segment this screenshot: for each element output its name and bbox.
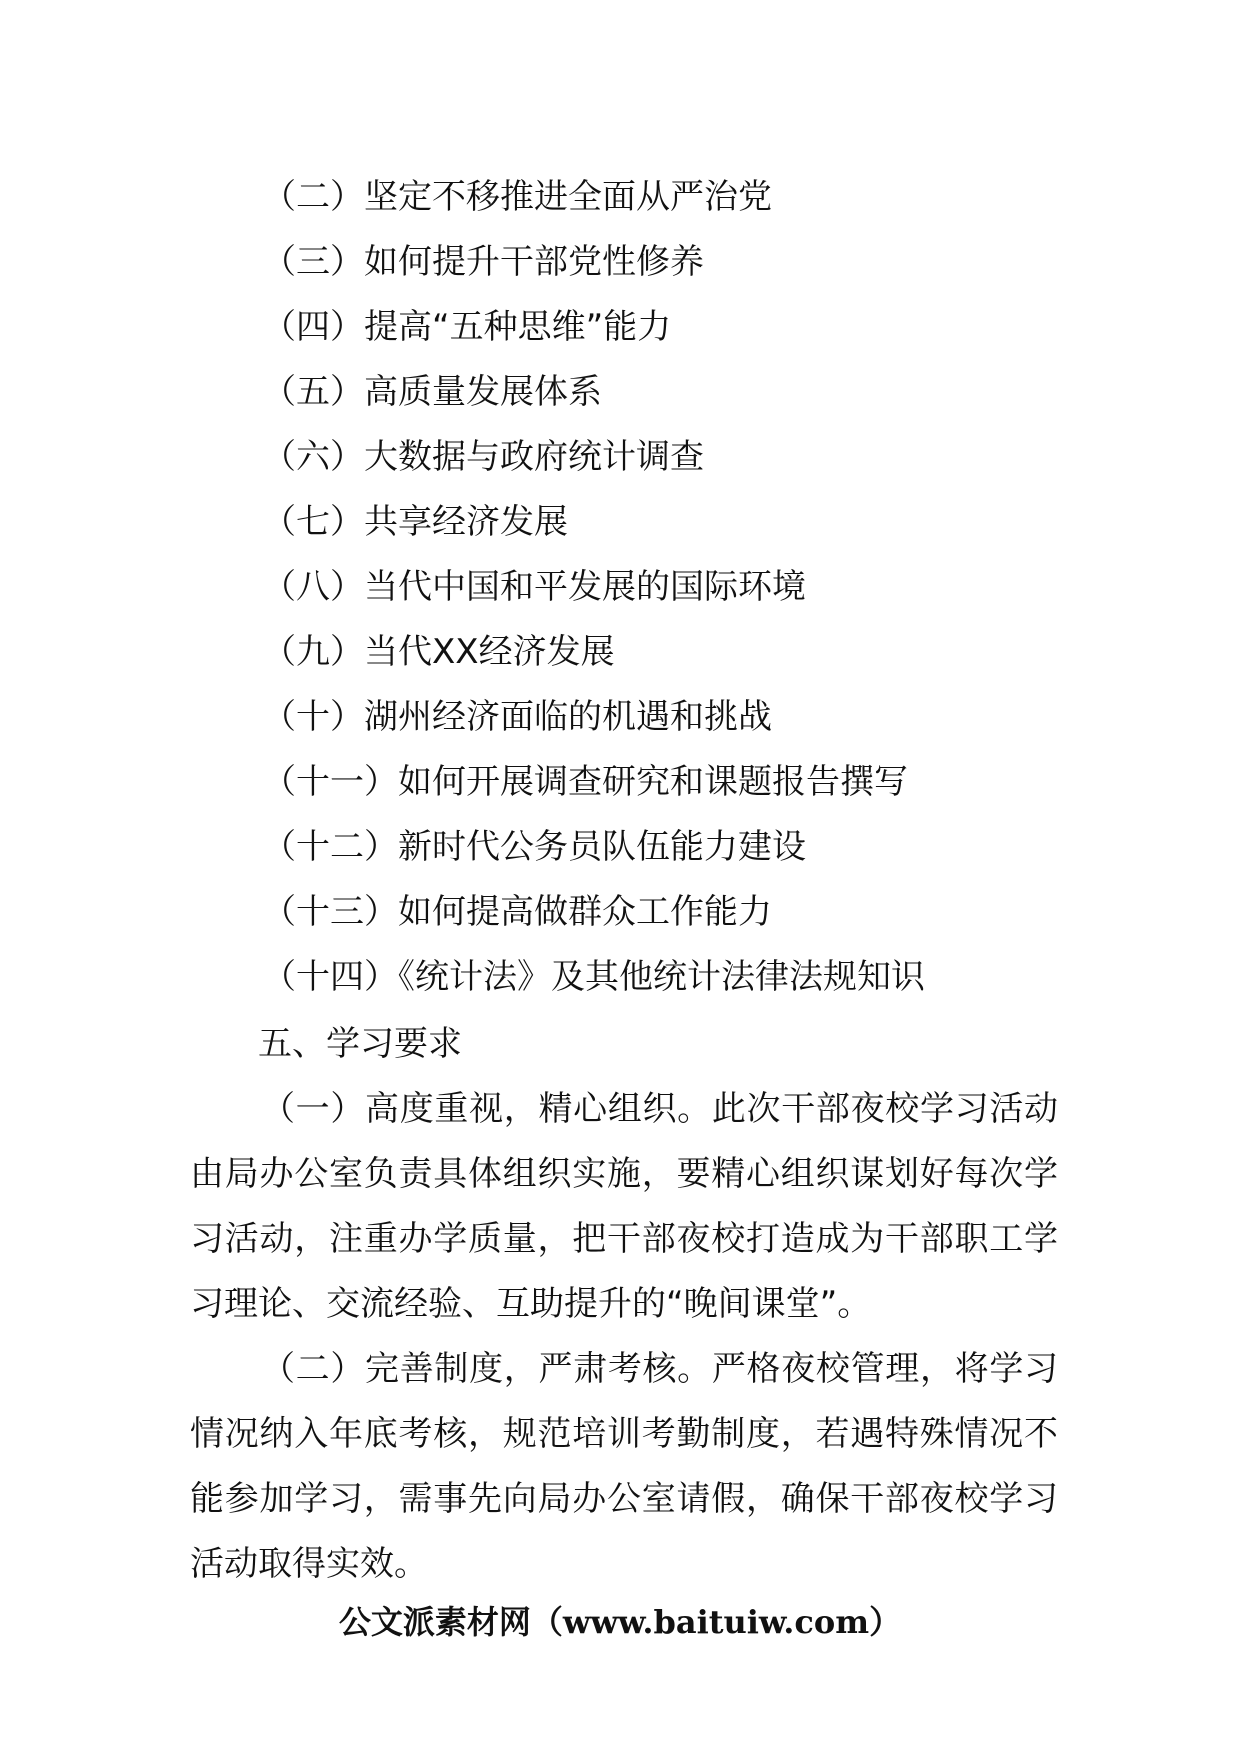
list-item: （三）如何提升干部党性修养: [262, 242, 704, 282]
paragraph-requirement-2: （二）完善制度，严肃考核。严格夜校管理，将学习情况纳入年底考核，规范培训考勤制度，若遇特殊情况不能参加学习，需事先向局办公室请假，确保干部夜校学习活动取得实效。: [190, 1349, 1058, 1584]
list-item: （六）大数据与政府统计调查: [262, 437, 704, 477]
paragraph-requirement-1: （一）高度重视，精心组织。此次干部夜校学习活动由局办公室负责具体组织实施，要精心组织谋划好每次学习活动，注重办学质量，把干部夜校打造成为干部职工学习理论、交流经验、互助提升的“晚间课堂”。: [190, 1089, 1058, 1324]
list-item: （十三）如何提高做群众工作能力: [262, 892, 772, 932]
footer-watermark: 公文派素材网（www.baituiw.com）: [338, 1603, 902, 1641]
list-item: （九）当代XX经济发展: [262, 632, 615, 672]
list-item: （七）共享经济发展: [262, 502, 568, 542]
list-item: （十二）新时代公务员队伍能力建设: [262, 827, 806, 867]
list-item: （十）湖州经济面临的机遇和挑战: [262, 697, 772, 737]
list-item: （二）坚定不移推进全面从严治党: [262, 177, 772, 217]
list-item: （四）提高“五种思维”能力: [262, 307, 672, 347]
section-heading: 五、学习要求: [258, 1024, 462, 1064]
list-item: （十一）如何开展调查研究和课题报告撰写: [262, 762, 908, 802]
topic-list: [262, 165, 1122, 1010]
list-item: （五）高质量发展体系: [262, 372, 602, 412]
list-item: （八）当代中国和平发展的国际环境: [262, 567, 806, 607]
list-item: （十四）《统计法》及其他统计法律法规知识: [262, 957, 925, 997]
